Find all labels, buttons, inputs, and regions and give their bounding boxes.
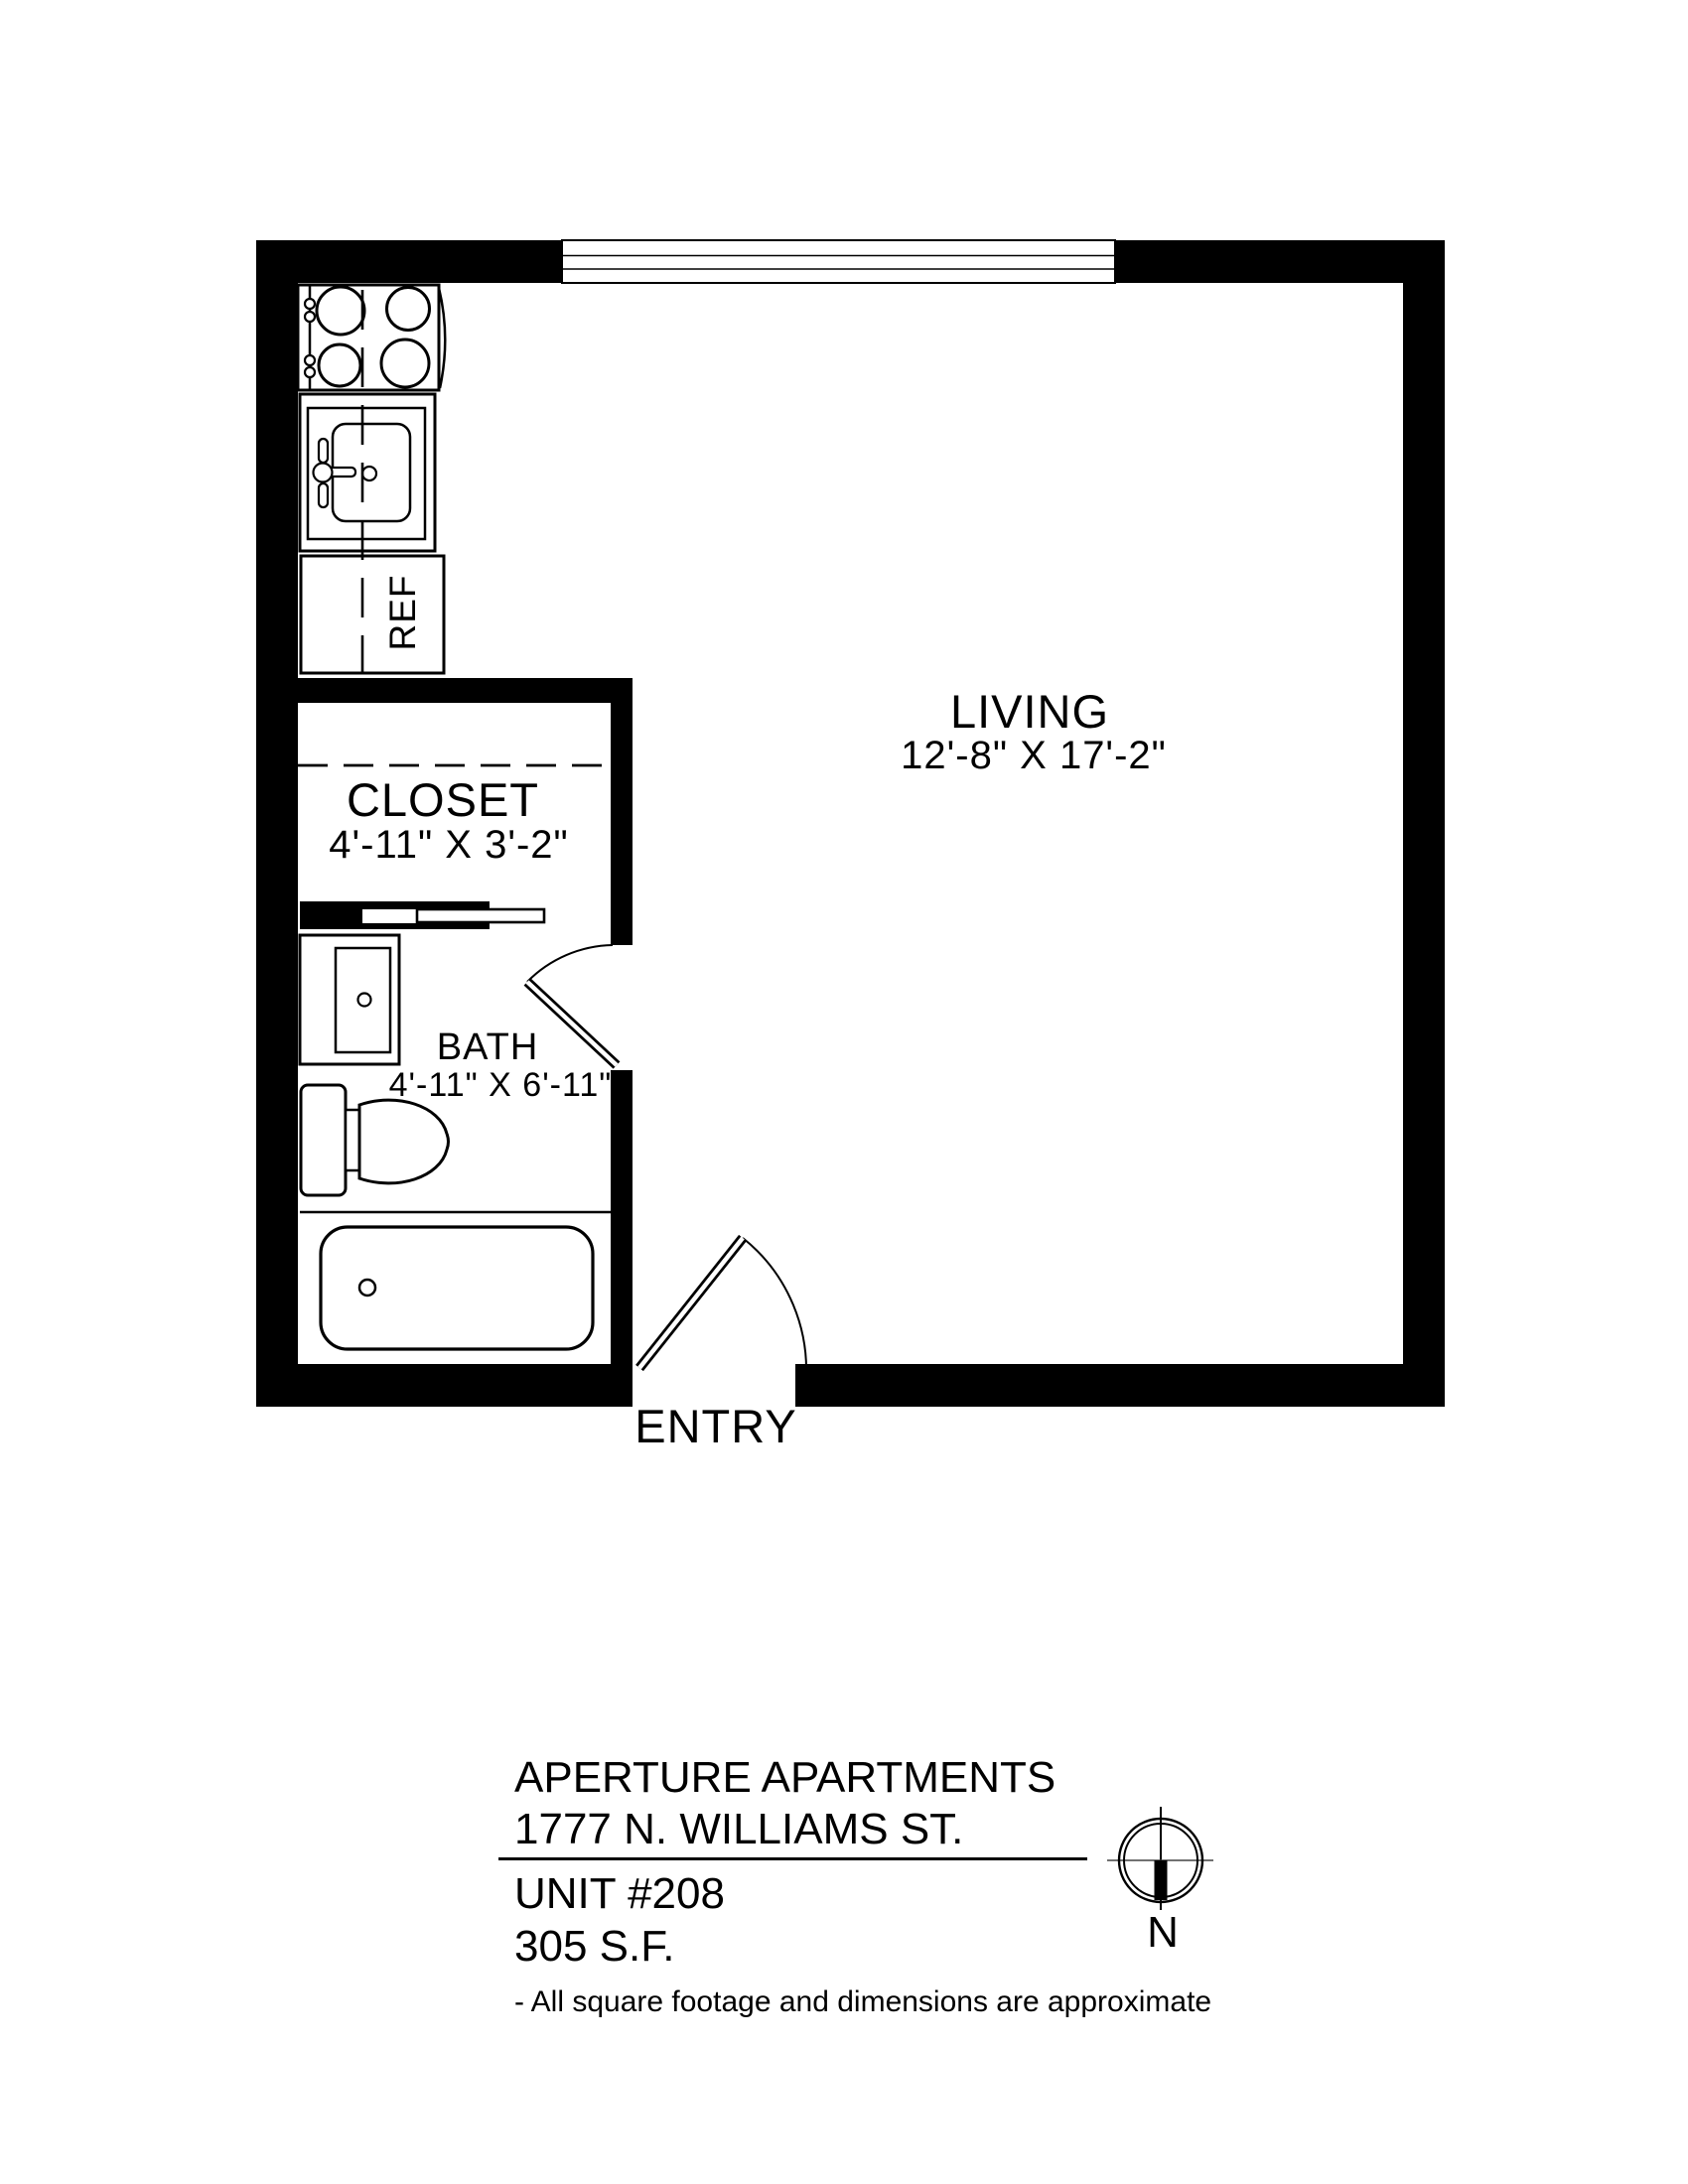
burner-icon	[317, 287, 364, 335]
wall-bath-right-lower	[611, 1070, 633, 1364]
pocket-door-panel-icon	[417, 909, 544, 922]
north-label: N	[1147, 1908, 1179, 1957]
wall-left	[256, 240, 298, 1407]
closet-label: CLOSET	[346, 773, 540, 826]
compass-needle	[1155, 1860, 1168, 1900]
bath-door-icon	[527, 945, 617, 1065]
bathroom-sink-icon	[300, 935, 399, 1064]
refrigerator-label: REF	[382, 574, 423, 651]
wall-top-right-segment	[1115, 240, 1445, 283]
window	[562, 240, 1115, 283]
stove-knob-icon	[305, 312, 315, 322]
faucet-handle-icon	[319, 483, 328, 507]
bath-dims: 4'-11" X 6'-11"	[388, 1066, 613, 1104]
stove-knob-icon	[305, 367, 315, 377]
building-name: APERTURE APARTMENTS	[514, 1753, 1056, 1802]
faucet-base-icon	[314, 464, 333, 482]
entry-door-icon	[639, 1238, 806, 1388]
drain-icon	[358, 994, 371, 1007]
living-label: LIVING	[949, 685, 1110, 738]
stove-knob-icon	[305, 299, 315, 309]
drain-icon	[359, 1280, 375, 1296]
wall-bath-right-upper	[611, 678, 633, 945]
wall-closet-top	[298, 678, 633, 703]
entry-label: ENTRY	[634, 1400, 797, 1452]
unit-number: UNIT #208	[514, 1869, 725, 1918]
living-dims: 12'-8" X 17'-2"	[901, 734, 1167, 777]
title-divider-line	[498, 1857, 1087, 1860]
street-address: 1777 N. WILLIAMS ST.	[514, 1805, 964, 1853]
burner-icon	[319, 344, 360, 386]
bath-label: BATH	[436, 1026, 539, 1068]
square-footage: 305 S.F.	[514, 1922, 675, 1971]
kitchen	[298, 285, 445, 673]
closet-dims: 4'-11" X 3'-2"	[329, 823, 569, 867]
stove-icon	[298, 285, 445, 390]
wall-bottom-left-segment	[256, 1364, 633, 1407]
wall-top-left-segment	[256, 240, 562, 283]
faucet-handle-icon	[319, 439, 328, 463]
stove-knob-icon	[305, 355, 315, 365]
wall-right	[1403, 240, 1445, 1407]
burner-icon	[387, 288, 430, 331]
drain-icon	[362, 467, 376, 480]
disclaimer-note: - All square footage and dimensions are approximate	[514, 1985, 1212, 2018]
bathroom	[300, 935, 617, 1349]
bathtub-icon	[321, 1227, 593, 1349]
north-compass-icon	[1107, 1807, 1213, 1957]
burner-icon	[381, 340, 429, 387]
kitchen-sink-icon	[300, 394, 435, 551]
title-block	[498, 1753, 1211, 2018]
bath-door-swing-arc	[527, 945, 613, 982]
wall-bottom-right-segment	[795, 1364, 1445, 1407]
